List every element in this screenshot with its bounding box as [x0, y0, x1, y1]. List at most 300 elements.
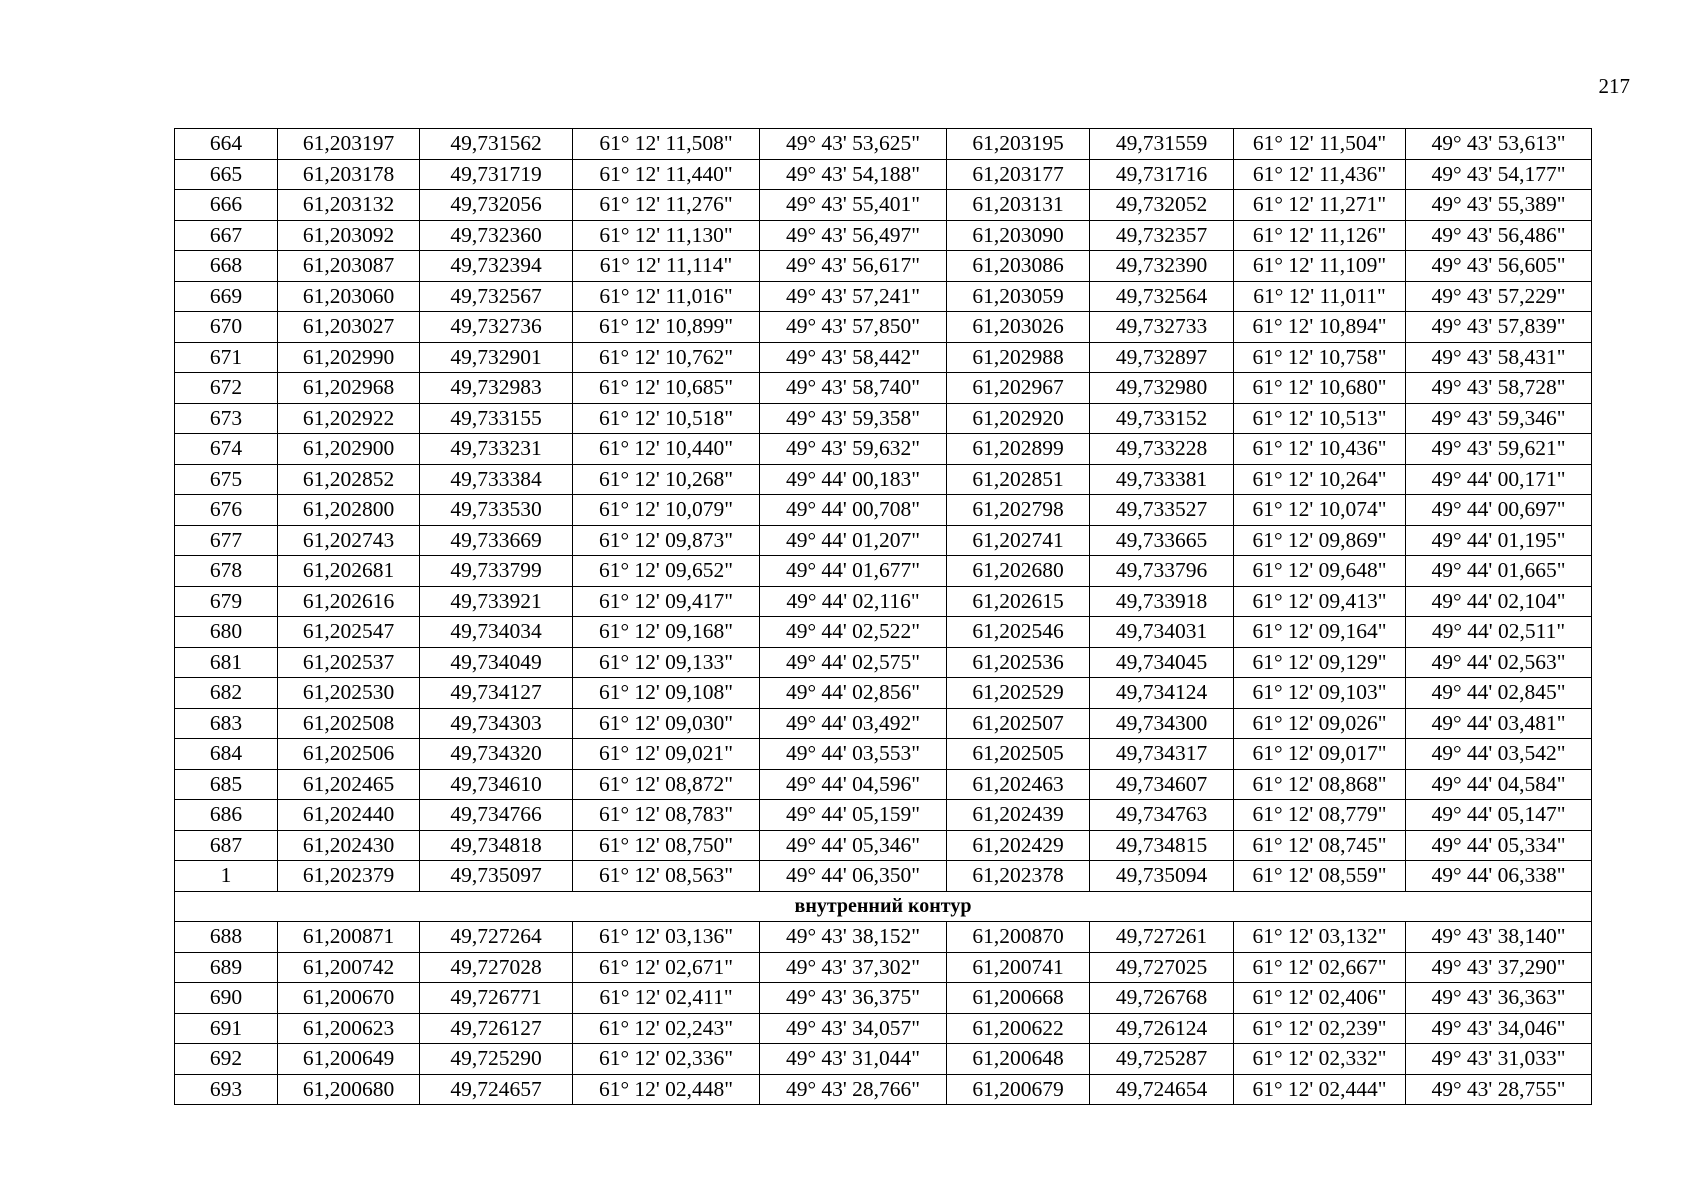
table-cell: 61° 12' 08,868" [1234, 769, 1406, 800]
table-cell: 49° 44' 06,338" [1406, 861, 1592, 892]
table-cell: 49° 43' 37,302" [760, 952, 947, 983]
table-cell: 61,203092 [278, 220, 420, 251]
table-cell: 49° 44' 02,575" [760, 647, 947, 678]
table-cell: 61,203197 [278, 129, 420, 160]
table-cell: 49,733152 [1090, 403, 1234, 434]
table-cell: 49,734031 [1090, 617, 1234, 648]
table-cell: 61° 12' 09,030" [573, 708, 760, 739]
table-cell: 61° 12' 09,164" [1234, 617, 1406, 648]
table-cell: 61,202967 [947, 373, 1090, 404]
table-cell: 49° 44' 04,584" [1406, 769, 1592, 800]
table-cell: 61° 12' 10,268" [573, 464, 760, 495]
table-row [175, 861, 1592, 892]
table-cell: 49,726768 [1090, 983, 1234, 1014]
table-cell: 49° 43' 56,617" [760, 251, 947, 282]
table-cell: 61,202508 [278, 708, 420, 739]
table-cell: 61° 12' 10,518" [573, 403, 760, 434]
table-cell: 49,732390 [1090, 251, 1234, 282]
table-cell: 665 [175, 159, 278, 190]
table-cell: 49,727261 [1090, 922, 1234, 953]
table-cell: 61,202546 [947, 617, 1090, 648]
table-cell: 49,734610 [420, 769, 573, 800]
table-cell: 674 [175, 434, 278, 465]
table-cell: 61,200623 [278, 1013, 420, 1044]
table-cell: 49° 43' 36,375" [760, 983, 947, 1014]
table-cell: 49° 43' 28,766" [760, 1074, 947, 1105]
table-cell: 61,202616 [278, 586, 420, 617]
table-cell: 61,202741 [947, 525, 1090, 556]
table-cell: 49,734766 [420, 800, 573, 831]
table-cell: 61,203060 [278, 281, 420, 312]
table-cell: 670 [175, 312, 278, 343]
table-cell: 49,734303 [420, 708, 573, 739]
table-cell: 49,732567 [420, 281, 573, 312]
table-cell: 61° 12' 08,750" [573, 830, 760, 861]
table-cell: 49° 44' 03,492" [760, 708, 947, 739]
table-cell: 49,732052 [1090, 190, 1234, 221]
table-row [175, 403, 1592, 434]
table-cell: 685 [175, 769, 278, 800]
table-cell: 61,202681 [278, 556, 420, 587]
table-cell: 49,734127 [420, 678, 573, 709]
table-cell: 49,734320 [420, 739, 573, 770]
table-row [175, 495, 1592, 526]
table-cell: 61,202507 [947, 708, 1090, 739]
table-cell: 49,724657 [420, 1074, 573, 1105]
table-row [175, 220, 1592, 251]
table-cell: 49,733527 [1090, 495, 1234, 526]
table-row [175, 800, 1592, 831]
table-cell: 49° 43' 55,389" [1406, 190, 1592, 221]
table-cell: 49° 43' 58,442" [760, 342, 947, 373]
table-cell: 61° 12' 09,417" [573, 586, 760, 617]
table-cell: 673 [175, 403, 278, 434]
table-cell: 49° 43' 59,621" [1406, 434, 1592, 465]
table-cell: 61° 12' 09,129" [1234, 647, 1406, 678]
table-cell: 61° 12' 09,103" [1234, 678, 1406, 709]
table-cell: 49° 44' 02,563" [1406, 647, 1592, 678]
table-cell: 61° 12' 09,017" [1234, 739, 1406, 770]
table-cell: 49° 44' 02,845" [1406, 678, 1592, 709]
table-cell: 49° 44' 04,596" [760, 769, 947, 800]
table-cell: 681 [175, 647, 278, 678]
table-cell: 61° 12' 02,448" [573, 1074, 760, 1105]
table-cell: 61° 12' 11,109" [1234, 251, 1406, 282]
table-cell: 49° 44' 02,104" [1406, 586, 1592, 617]
table-cell: 61,202899 [947, 434, 1090, 465]
table-cell: 682 [175, 678, 278, 709]
table-cell: 49,735097 [420, 861, 573, 892]
table-cell: 679 [175, 586, 278, 617]
table-cell: 61° 12' 02,406" [1234, 983, 1406, 1014]
table-cell: 49,733155 [420, 403, 573, 434]
table-cell: 61° 12' 02,336" [573, 1044, 760, 1075]
table-cell: 49,735094 [1090, 861, 1234, 892]
table-cell: 61,200741 [947, 952, 1090, 983]
table-cell: 692 [175, 1044, 278, 1075]
table-cell: 49,725287 [1090, 1044, 1234, 1075]
table-row [175, 617, 1592, 648]
table-cell: 61,200871 [278, 922, 420, 953]
table-cell: 61,203177 [947, 159, 1090, 190]
table-cell: 49° 44' 05,159" [760, 800, 947, 831]
table-cell: 61,202680 [947, 556, 1090, 587]
table-cell: 49° 43' 53,613" [1406, 129, 1592, 160]
table-row [175, 1074, 1592, 1105]
table-cell: 49° 43' 56,605" [1406, 251, 1592, 282]
table-cell: 671 [175, 342, 278, 373]
table-row [175, 586, 1592, 617]
table-cell: 61° 12' 11,126" [1234, 220, 1406, 251]
table-cell: 49° 44' 05,346" [760, 830, 947, 861]
table-row [175, 556, 1592, 587]
table-cell: 49,734818 [420, 830, 573, 861]
table-cell: 61° 12' 11,011" [1234, 281, 1406, 312]
table-cell: 61° 12' 09,648" [1234, 556, 1406, 587]
table-cell: 49° 44' 05,147" [1406, 800, 1592, 831]
table-cell: 669 [175, 281, 278, 312]
table-cell: 61,200649 [278, 1044, 420, 1075]
table-row [175, 983, 1592, 1014]
table-cell: 678 [175, 556, 278, 587]
table-cell: 49° 43' 53,625" [760, 129, 947, 160]
table-cell: 61° 12' 10,074" [1234, 495, 1406, 526]
table-cell: 61,203026 [947, 312, 1090, 343]
table-cell: 61,203059 [947, 281, 1090, 312]
table-cell: 61° 12' 10,894" [1234, 312, 1406, 343]
table-cell: 61° 12' 02,332" [1234, 1044, 1406, 1075]
table-cell: 49° 43' 55,401" [760, 190, 947, 221]
table-row [175, 312, 1592, 343]
table-cell: 49,732897 [1090, 342, 1234, 373]
page-number: 217 [1598, 74, 1630, 98]
table-cell: 61° 12' 10,436" [1234, 434, 1406, 465]
table-cell: 61° 12' 10,680" [1234, 373, 1406, 404]
table-row [175, 952, 1592, 983]
table-row [175, 129, 1592, 160]
table-cell: 61,202530 [278, 678, 420, 709]
table-cell: 49° 43' 36,363" [1406, 983, 1592, 1014]
table-cell: 61,202379 [278, 861, 420, 892]
table-cell: 49,734049 [420, 647, 573, 678]
table-row [175, 1044, 1592, 1075]
table-cell: 61,200742 [278, 952, 420, 983]
table-cell: 49° 43' 57,241" [760, 281, 947, 312]
table-row [175, 769, 1592, 800]
table-cell: 49° 44' 01,207" [760, 525, 947, 556]
table-cell: 49° 44' 02,522" [760, 617, 947, 648]
table-cell: 49,733231 [420, 434, 573, 465]
table-cell: 61° 12' 08,563" [573, 861, 760, 892]
table-cell: 49,734124 [1090, 678, 1234, 709]
table-cell: 61° 12' 09,021" [573, 739, 760, 770]
table-cell: 61,203132 [278, 190, 420, 221]
table-cell: 61,200670 [278, 983, 420, 1014]
table-cell: 49° 44' 00,697" [1406, 495, 1592, 526]
table-cell: 49,726127 [420, 1013, 573, 1044]
coordinates-table [174, 128, 1592, 1105]
table-cell: 683 [175, 708, 278, 739]
table-cell: 49° 44' 03,481" [1406, 708, 1592, 739]
table-cell: 49,732056 [420, 190, 573, 221]
table-cell: 49° 44' 01,195" [1406, 525, 1592, 556]
table-cell: 49,733228 [1090, 434, 1234, 465]
table-cell: 684 [175, 739, 278, 770]
table-cell: 49° 43' 58,728" [1406, 373, 1592, 404]
table-cell: 666 [175, 190, 278, 221]
table-cell: 61,202529 [947, 678, 1090, 709]
table-cell: 49° 43' 38,152" [760, 922, 947, 953]
table-cell: 61,202852 [278, 464, 420, 495]
table-cell: 49,734045 [1090, 647, 1234, 678]
table-cell: 49,727264 [420, 922, 573, 953]
table-cell: 61° 12' 02,444" [1234, 1074, 1406, 1105]
table-cell: 61° 12' 11,276" [573, 190, 760, 221]
table-cell: 61,203087 [278, 251, 420, 282]
table-cell: 49° 44' 02,856" [760, 678, 947, 709]
table-cell: 691 [175, 1013, 278, 1044]
table-cell: 61° 12' 08,872" [573, 769, 760, 800]
table-cell: 61° 12' 10,899" [573, 312, 760, 343]
table-cell: 61,202920 [947, 403, 1090, 434]
table-cell: 49° 43' 31,033" [1406, 1044, 1592, 1075]
table-cell: 61,202968 [278, 373, 420, 404]
table-cell: 49° 43' 57,229" [1406, 281, 1592, 312]
table-cell: 49,731716 [1090, 159, 1234, 190]
table-cell: 61,202798 [947, 495, 1090, 526]
section-header-row [175, 891, 1592, 922]
table-cell: 49° 43' 31,044" [760, 1044, 947, 1075]
table-cell: 61° 12' 11,504" [1234, 129, 1406, 160]
table-cell: 49,734034 [420, 617, 573, 648]
table-cell: 49,731719 [420, 159, 573, 190]
table-cell: 49° 43' 56,497" [760, 220, 947, 251]
table-cell: 61° 12' 10,440" [573, 434, 760, 465]
table-cell: 61° 12' 08,779" [1234, 800, 1406, 831]
table-cell: 49° 43' 37,290" [1406, 952, 1592, 983]
table-cell: 49° 44' 01,665" [1406, 556, 1592, 587]
table-cell: 49,732980 [1090, 373, 1234, 404]
table-cell: 61,202800 [278, 495, 420, 526]
table-cell: 61,203195 [947, 129, 1090, 160]
table-cell: 61° 12' 11,436" [1234, 159, 1406, 190]
table-cell: 49,733669 [420, 525, 573, 556]
table-cell: 49° 43' 54,188" [760, 159, 947, 190]
table-cell: 49,732360 [420, 220, 573, 251]
table-cell: 49,734300 [1090, 708, 1234, 739]
table-cell: 61,202988 [947, 342, 1090, 373]
table-cell: 61° 12' 09,168" [573, 617, 760, 648]
table-cell: 1 [175, 861, 278, 892]
table-cell: 49,731562 [420, 129, 573, 160]
table-cell: 49° 44' 06,350" [760, 861, 947, 892]
table-cell: 61,202547 [278, 617, 420, 648]
table-cell: 49,733799 [420, 556, 573, 587]
table-cell: 49° 43' 58,740" [760, 373, 947, 404]
table-cell: 49,734815 [1090, 830, 1234, 861]
table-cell: 49° 44' 00,183" [760, 464, 947, 495]
table-cell: 667 [175, 220, 278, 251]
table-cell: 61° 12' 10,513" [1234, 403, 1406, 434]
table-cell: 49° 44' 00,708" [760, 495, 947, 526]
table-cell: 49° 43' 54,177" [1406, 159, 1592, 190]
table-cell: 49,724654 [1090, 1074, 1234, 1105]
table-cell: 49° 43' 56,486" [1406, 220, 1592, 251]
table-cell: 49° 44' 02,116" [760, 586, 947, 617]
table-cell: 49° 44' 05,334" [1406, 830, 1592, 861]
table-row [175, 434, 1592, 465]
table-cell: 61,200648 [947, 1044, 1090, 1075]
table-cell: 61,203027 [278, 312, 420, 343]
table-row [175, 159, 1592, 190]
table-body [175, 129, 1592, 1105]
table-cell: 677 [175, 525, 278, 556]
table-row [175, 678, 1592, 709]
table-cell: 49,732733 [1090, 312, 1234, 343]
table-cell: 61,200870 [947, 922, 1090, 953]
table-cell: 687 [175, 830, 278, 861]
table-cell: 61,202430 [278, 830, 420, 861]
table-cell: 61,202537 [278, 647, 420, 678]
table-row [175, 739, 1592, 770]
table-cell: 49,734317 [1090, 739, 1234, 770]
table-cell: 61° 12' 11,130" [573, 220, 760, 251]
table-cell: 49° 44' 01,677" [760, 556, 947, 587]
table-cell: 49,734607 [1090, 769, 1234, 800]
table-cell: 49,732901 [420, 342, 573, 373]
table-cell: 61,202378 [947, 861, 1090, 892]
table-cell: 49° 43' 59,346" [1406, 403, 1592, 434]
table-cell: 61° 12' 09,108" [573, 678, 760, 709]
table-cell: 61,203090 [947, 220, 1090, 251]
table-cell: 49° 44' 03,542" [1406, 739, 1592, 770]
table-cell: 49,732983 [420, 373, 573, 404]
table-cell: 664 [175, 129, 278, 160]
table-cell: 61,200622 [947, 1013, 1090, 1044]
table-cell: 61° 12' 10,685" [573, 373, 760, 404]
table-cell: 61° 12' 09,873" [573, 525, 760, 556]
table-cell: 61° 12' 11,440" [573, 159, 760, 190]
table-row [175, 464, 1592, 495]
table-cell: 49,733530 [420, 495, 573, 526]
table-cell: 61° 12' 10,079" [573, 495, 760, 526]
table-cell: 668 [175, 251, 278, 282]
table-row [175, 708, 1592, 739]
table-cell: 61,202439 [947, 800, 1090, 831]
table-cell: 61,203178 [278, 159, 420, 190]
table-cell: 61,202900 [278, 434, 420, 465]
table-cell: 61° 12' 03,136" [573, 922, 760, 953]
table-cell: 680 [175, 617, 278, 648]
table-cell: 61,203131 [947, 190, 1090, 221]
table-cell: 61,202851 [947, 464, 1090, 495]
table-cell: 61,202922 [278, 403, 420, 434]
table-cell: 61,202465 [278, 769, 420, 800]
table-cell: 61,203086 [947, 251, 1090, 282]
table-cell: 49,733665 [1090, 525, 1234, 556]
table-cell: 61,202505 [947, 739, 1090, 770]
table-cell: 49° 44' 00,171" [1406, 464, 1592, 495]
table-row [175, 647, 1592, 678]
table-row [175, 830, 1592, 861]
table-cell: 61° 12' 03,132" [1234, 922, 1406, 953]
table-cell: 49,733921 [420, 586, 573, 617]
table-cell: 61,202536 [947, 647, 1090, 678]
table-row [175, 190, 1592, 221]
table-row [175, 373, 1592, 404]
table-cell: 49° 43' 57,839" [1406, 312, 1592, 343]
table-cell: 49,733796 [1090, 556, 1234, 587]
table-cell: 49° 43' 34,046" [1406, 1013, 1592, 1044]
table-cell: 61,200668 [947, 983, 1090, 1014]
table-cell: 690 [175, 983, 278, 1014]
table-cell: 61,202615 [947, 586, 1090, 617]
table-cell: 49,734763 [1090, 800, 1234, 831]
table-cell: 61° 12' 11,016" [573, 281, 760, 312]
table-cell: 61° 12' 09,133" [573, 647, 760, 678]
table-cell: 61° 12' 02,239" [1234, 1013, 1406, 1044]
table-cell: 61° 12' 08,745" [1234, 830, 1406, 861]
table-cell: 49,732394 [420, 251, 573, 282]
table-cell: 61,202743 [278, 525, 420, 556]
table-cell: 61° 12' 08,559" [1234, 861, 1406, 892]
table-cell: 61,200680 [278, 1074, 420, 1105]
table-cell: 61° 12' 09,869" [1234, 525, 1406, 556]
table-cell: 61° 12' 09,652" [573, 556, 760, 587]
table-cell: 61,202463 [947, 769, 1090, 800]
table-row [175, 251, 1592, 282]
table-cell: 61° 12' 08,783" [573, 800, 760, 831]
table-cell: 61° 12' 02,671" [573, 952, 760, 983]
table-cell: 49° 43' 38,140" [1406, 922, 1592, 953]
table-cell: 49° 43' 34,057" [760, 1013, 947, 1044]
table-cell: 49,726771 [420, 983, 573, 1014]
table-cell: 61° 12' 10,264" [1234, 464, 1406, 495]
table-cell: 689 [175, 952, 278, 983]
table-cell: 49° 43' 57,850" [760, 312, 947, 343]
section-title: внутренний контур [175, 891, 1592, 922]
table-cell: 686 [175, 800, 278, 831]
table-cell: 49° 44' 02,511" [1406, 617, 1592, 648]
table-row [175, 525, 1592, 556]
table-cell: 49,731559 [1090, 129, 1234, 160]
table-cell: 61° 12' 11,508" [573, 129, 760, 160]
table-cell: 672 [175, 373, 278, 404]
table-cell: 693 [175, 1074, 278, 1105]
table-cell: 61° 12' 02,243" [573, 1013, 760, 1044]
table-cell: 61,202429 [947, 830, 1090, 861]
table-cell: 61° 12' 02,411" [573, 983, 760, 1014]
table-cell: 61,200679 [947, 1074, 1090, 1105]
table-cell: 61,202506 [278, 739, 420, 770]
table-cell: 675 [175, 464, 278, 495]
table-cell: 49,732564 [1090, 281, 1234, 312]
table-cell: 49,727028 [420, 952, 573, 983]
table-row [175, 342, 1592, 373]
table-cell: 49° 43' 28,755" [1406, 1074, 1592, 1105]
table-cell: 49,733381 [1090, 464, 1234, 495]
table-cell: 61° 12' 10,762" [573, 342, 760, 373]
table-cell: 49° 43' 59,632" [760, 434, 947, 465]
table-cell: 688 [175, 922, 278, 953]
table-cell: 61° 12' 02,667" [1234, 952, 1406, 983]
table-cell: 49,727025 [1090, 952, 1234, 983]
table-cell: 61,202990 [278, 342, 420, 373]
table-row [175, 281, 1592, 312]
table-cell: 49,732736 [420, 312, 573, 343]
table-cell: 49,733384 [420, 464, 573, 495]
table-cell: 676 [175, 495, 278, 526]
